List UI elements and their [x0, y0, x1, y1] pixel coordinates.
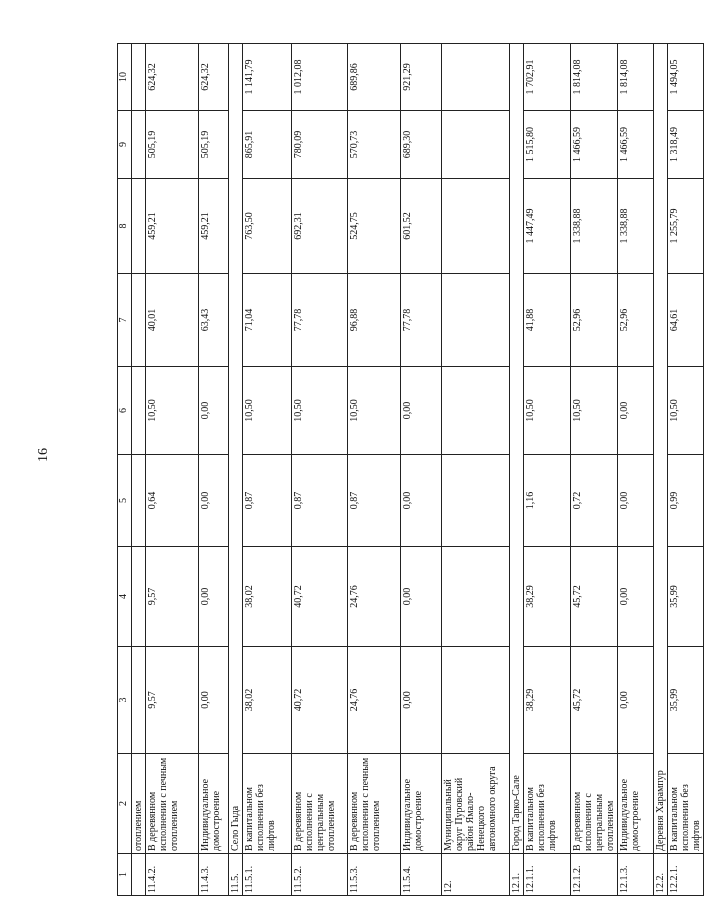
name-cell: Муниципальный округ Пуровский район Ямало-Ненецкого автономного округа — [442, 754, 510, 854]
header-cell: 4 — [118, 547, 132, 647]
value-cell: 689,30 — [401, 111, 442, 179]
value-cell — [132, 111, 146, 179]
value-cell: 24,76 — [348, 547, 401, 647]
value-cell: 77,78 — [292, 274, 348, 367]
value-cell: 570,73 — [348, 111, 401, 179]
settlement-row — [654, 44, 668, 896]
value-cell: 921,29 — [401, 44, 442, 111]
value-cell: 0,00 — [401, 647, 442, 754]
code-cell: 12.1.3. — [618, 854, 654, 896]
value-cell: 41,88 — [524, 274, 571, 367]
table-row — [668, 44, 704, 896]
table-row — [618, 44, 654, 896]
value-cell: 0,00 — [401, 455, 442, 547]
value-cell: 1 141,79 — [243, 44, 292, 111]
tariff-table — [117, 43, 704, 896]
value-cell: 0,00 — [618, 647, 654, 754]
value-cell: 505,19 — [199, 111, 229, 179]
table-row — [401, 44, 442, 896]
header-cell: 5 — [118, 455, 132, 547]
value-cell: 1 255,79 — [668, 179, 704, 274]
value-cell: 77,78 — [401, 274, 442, 367]
table-row — [199, 44, 229, 896]
value-cell: 52,96 — [571, 274, 618, 367]
table-body — [118, 44, 704, 896]
header-cell: 8 — [118, 179, 132, 274]
value-cell: 1 466,59 — [618, 111, 654, 179]
value-cell: 64,61 — [668, 274, 704, 367]
value-cell: 1 318,49 — [668, 111, 704, 179]
value-cell: 0,00 — [401, 367, 442, 455]
settlement-name-cell: Город Тарко-Сале — [510, 44, 524, 854]
value-cell — [132, 547, 146, 647]
value-cell: 1 338,88 — [571, 179, 618, 274]
value-cell — [442, 44, 510, 111]
value-cell: 1,16 — [524, 455, 571, 547]
table-row — [146, 44, 199, 896]
value-cell: 0,99 — [668, 455, 704, 547]
tariff-table-sheet — [117, 44, 702, 896]
value-cell: 45,72 — [571, 547, 618, 647]
name-cell: В капитальном исполнении без лифтов — [668, 754, 704, 854]
continuation-row — [132, 44, 146, 896]
code-cell: 11.5. — [229, 854, 243, 896]
value-cell: 0,00 — [199, 367, 229, 455]
code-cell: 11.5.2. — [292, 854, 348, 896]
header-cell: 10 — [118, 44, 132, 111]
code-cell — [132, 854, 146, 896]
table-row — [348, 44, 401, 896]
value-cell: 459,21 — [146, 179, 199, 274]
name-cell: Индивидуальное домостроение — [401, 754, 442, 854]
value-cell: 0,00 — [618, 547, 654, 647]
value-cell: 524,75 — [348, 179, 401, 274]
value-cell: 0,00 — [199, 647, 229, 754]
code-cell: 11.4.2. — [146, 854, 199, 896]
header-cell: 7 — [118, 274, 132, 367]
table-row — [571, 44, 618, 896]
value-cell: 96,88 — [348, 274, 401, 367]
value-cell: 692,31 — [292, 179, 348, 274]
value-cell: 865,91 — [243, 111, 292, 179]
value-cell: 1 012,08 — [292, 44, 348, 111]
value-cell: 52,96 — [618, 274, 654, 367]
value-cell: 38,02 — [243, 647, 292, 754]
value-cell: 10,50 — [292, 367, 348, 455]
header-cell: 3 — [118, 647, 132, 754]
code-cell: 12.1.1. — [524, 854, 571, 896]
name-cell: В деревянном исполнении с центральным отоплением — [571, 754, 618, 854]
value-cell: 0,00 — [618, 367, 654, 455]
header-cell: 2 — [118, 754, 132, 854]
settlement-row — [510, 44, 524, 896]
header-cell: 1 — [118, 854, 132, 896]
value-cell: 0,00 — [401, 547, 442, 647]
value-cell: 10,50 — [146, 367, 199, 455]
value-cell: 38,29 — [524, 647, 571, 754]
value-cell: 10,50 — [668, 367, 704, 455]
code-cell: 12. — [442, 854, 510, 896]
code-cell: 12.1. — [510, 854, 524, 896]
table-row — [524, 44, 571, 896]
name-cell: В капитальном исполнении без лифтов — [243, 754, 292, 854]
value-cell: 10,50 — [243, 367, 292, 455]
value-cell: 24,76 — [348, 647, 401, 754]
settlement-row — [229, 44, 243, 896]
name-cell: отоплением — [132, 754, 146, 854]
code-cell: 12.1.2. — [571, 854, 618, 896]
value-cell: 9,57 — [146, 547, 199, 647]
value-cell: 459,21 — [199, 179, 229, 274]
value-cell: 689,86 — [348, 44, 401, 111]
value-cell: 10,50 — [524, 367, 571, 455]
value-cell — [442, 647, 510, 754]
value-cell: 63,43 — [199, 274, 229, 367]
value-cell: 1 702,91 — [524, 44, 571, 111]
value-cell: 40,72 — [292, 547, 348, 647]
code-cell: 11.5.3. — [348, 854, 401, 896]
value-cell: 0,64 — [146, 455, 199, 547]
value-cell: 9,57 — [146, 647, 199, 754]
value-cell: 1 814,08 — [618, 44, 654, 111]
value-cell: 71,04 — [243, 274, 292, 367]
value-cell: 0,87 — [243, 455, 292, 547]
value-cell: 624,32 — [146, 44, 199, 111]
header-cell: 6 — [118, 367, 132, 455]
value-cell: 40,72 — [292, 647, 348, 754]
value-cell: 35,99 — [668, 547, 704, 647]
value-cell: 10,50 — [571, 367, 618, 455]
value-cell — [442, 111, 510, 179]
value-cell: 1 494,05 — [668, 44, 704, 111]
value-cell — [132, 179, 146, 274]
value-cell: 1 447,49 — [524, 179, 571, 274]
table-row — [243, 44, 292, 896]
name-cell: В деревянном исполнении с печным отоплением — [146, 754, 199, 854]
value-cell — [132, 647, 146, 754]
table-row — [292, 44, 348, 896]
value-cell: 10,50 — [348, 367, 401, 455]
value-cell: 505,19 — [146, 111, 199, 179]
value-cell — [132, 455, 146, 547]
value-cell — [442, 547, 510, 647]
header-row — [118, 44, 132, 896]
value-cell: 1 338,88 — [618, 179, 654, 274]
value-cell: 45,72 — [571, 647, 618, 754]
value-cell — [442, 179, 510, 274]
code-cell: 11.5.4. — [401, 854, 442, 896]
value-cell: 1 814,08 — [571, 44, 618, 111]
value-cell: 40,01 — [146, 274, 199, 367]
value-cell — [132, 367, 146, 455]
name-cell: В капитальном исполнении без лифтов — [524, 754, 571, 854]
value-cell: 780,09 — [292, 111, 348, 179]
value-cell: 0,87 — [348, 455, 401, 547]
value-cell — [442, 455, 510, 547]
value-cell: 1 515,80 — [524, 111, 571, 179]
value-cell: 35,99 — [668, 647, 704, 754]
value-cell: 1 466,59 — [571, 111, 618, 179]
value-cell: 38,29 — [524, 547, 571, 647]
value-cell: 0,00 — [618, 455, 654, 547]
value-cell: 0,00 — [199, 455, 229, 547]
page-number: 16 — [36, 448, 51, 462]
name-cell: Индивидуальное домостроение — [199, 754, 229, 854]
code-cell: 12.2. — [654, 854, 668, 896]
value-cell: 0,87 — [292, 455, 348, 547]
value-cell: 763,50 — [243, 179, 292, 274]
value-cell — [132, 274, 146, 367]
value-cell: 601,52 — [401, 179, 442, 274]
name-cell: Индивидуальное домостроение — [618, 754, 654, 854]
table-row — [442, 44, 510, 896]
value-cell — [442, 274, 510, 367]
code-cell: 11.4.3. — [199, 854, 229, 896]
value-cell — [442, 367, 510, 455]
value-cell: 0,00 — [199, 547, 229, 647]
code-cell: 11.5.1. — [243, 854, 292, 896]
code-cell: 12.2.1. — [668, 854, 704, 896]
name-cell: В деревянном исполнении с печным отоплением — [348, 754, 401, 854]
value-cell: 624,32 — [199, 44, 229, 111]
value-cell: 38,02 — [243, 547, 292, 647]
settlement-name-cell: Деревня Харампур — [654, 44, 668, 854]
header-cell: 9 — [118, 111, 132, 179]
value-cell — [132, 44, 146, 111]
name-cell: В деревянном исполнении с центральным отоплением — [292, 754, 348, 854]
value-cell: 0,72 — [571, 455, 618, 547]
settlement-name-cell: Село Гыда — [229, 44, 243, 854]
